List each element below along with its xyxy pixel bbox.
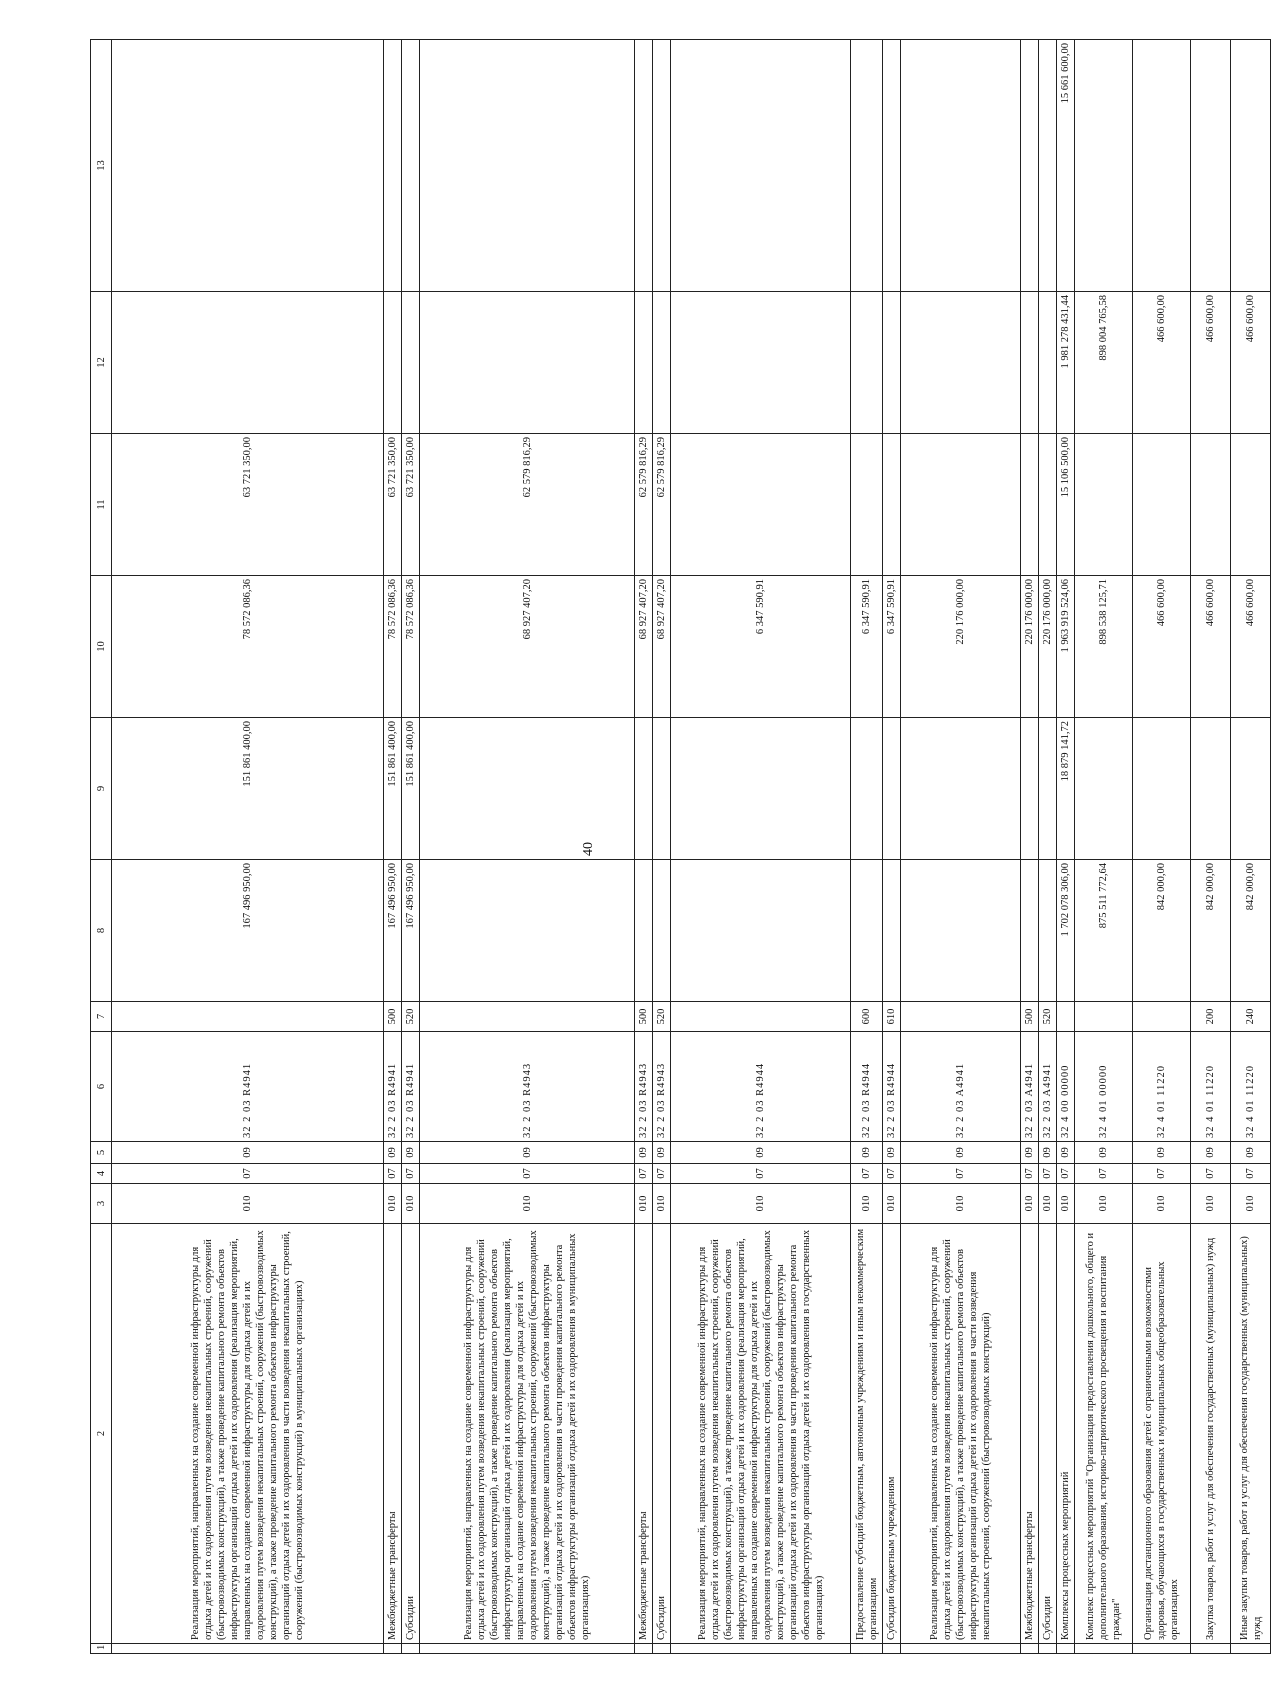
cell-c7 — [1057, 1002, 1075, 1032]
cell-c8 — [671, 860, 851, 1002]
row-number-cell — [851, 1644, 883, 1654]
cell-c10: 68 927 407,20 — [635, 576, 653, 718]
cell-c4: 07 — [851, 1164, 883, 1184]
cell-c12 — [901, 292, 1021, 434]
cell-c5: 09 — [1231, 1142, 1271, 1164]
cell-c4: 07 — [1133, 1164, 1191, 1184]
table-row — [883, 40, 901, 1654]
cell-c10: 78 572 086,36 — [384, 576, 402, 718]
table-row — [1021, 40, 1039, 1654]
row-name-cell: Реализация мероприятий, направленных на создание современной инфраструктуры для отдыха детей и их оздоровления путем возведения некапитальных строений, сооружений (быстровозводимых конструкций), а также проведение капитального ремонта объектов инфраструктуры организаций отдыха детей и их оздоровления (реализация мероприятий, направленных на создание современной инфраструктуры для отдыха детей и их оздоровления путем возведения некапитальных строений, сооружений (быстровозводимых конструкций), а также проведение капитального ремонта объектов инфраструктуры организаций отдыха детей и их оздоровления в части проведения капитального ремонта объектов инфраструктуры организаций отдыха детей и их оздоровления в муниципальных организациях) — [420, 1224, 635, 1644]
cell-c7 — [671, 1002, 851, 1032]
row-name-cell: Межбюджетные трансферты — [1021, 1224, 1039, 1644]
budget-table-sheet — [90, 40, 1263, 1654]
cell-c7: 500 — [635, 1002, 653, 1032]
row-number-cell — [883, 1644, 901, 1654]
cell-c3: 010 — [635, 1184, 653, 1224]
cell-c6: 32 4 01 11220 — [1231, 1032, 1271, 1142]
column-header: 12 — [91, 292, 112, 434]
cell-c5: 09 — [671, 1142, 851, 1164]
cell-c13 — [1021, 40, 1039, 292]
column-header: 1 — [91, 1644, 112, 1654]
cell-c9 — [1191, 718, 1231, 860]
cell-c4: 07 — [671, 1164, 851, 1184]
header-row — [91, 40, 112, 1654]
budget-table — [90, 39, 1271, 1654]
cell-c12 — [1039, 292, 1057, 434]
cell-c3: 010 — [1057, 1184, 1075, 1224]
cell-c9 — [883, 718, 901, 860]
cell-c11 — [883, 434, 901, 576]
cell-c12 — [420, 292, 635, 434]
row-name-cell: Межбюджетные трансферты — [635, 1224, 653, 1644]
column-header: 7 — [91, 1002, 112, 1032]
cell-c8 — [901, 860, 1021, 1002]
cell-c3: 010 — [112, 1184, 384, 1224]
cell-c5: 09 — [1133, 1142, 1191, 1164]
table-row — [1191, 40, 1231, 1654]
cell-c11 — [1133, 434, 1191, 576]
row-number-cell — [901, 1644, 1021, 1654]
row-name-cell: Субсидии — [653, 1224, 671, 1644]
cell-c7 — [901, 1002, 1021, 1032]
table-row — [901, 40, 1021, 1654]
cell-c6: 32 2 03 R4941 — [112, 1032, 384, 1142]
cell-c9 — [635, 718, 653, 860]
cell-c11: 63 721 350,00 — [402, 434, 420, 576]
cell-c8 — [851, 860, 883, 1002]
cell-c6: 32 2 03 R4941 — [384, 1032, 402, 1142]
cell-c12 — [883, 292, 901, 434]
row-number-cell — [653, 1644, 671, 1654]
table-row — [1039, 40, 1057, 1654]
row-number-cell — [1191, 1644, 1231, 1654]
row-name-cell: Предоставление субсидий бюджетным, автономным учреждениям и иным некоммерческим организациям — [851, 1224, 883, 1644]
row-number-cell — [1231, 1644, 1271, 1654]
cell-c11 — [1191, 434, 1231, 576]
cell-c13 — [901, 40, 1021, 292]
cell-c9 — [671, 718, 851, 860]
cell-c11 — [671, 434, 851, 576]
cell-c10: 466 600,00 — [1133, 576, 1191, 718]
column-header: 3 — [91, 1184, 112, 1224]
cell-c5: 09 — [1075, 1142, 1133, 1164]
cell-c6: 32 4 01 11220 — [1133, 1032, 1191, 1142]
cell-c10: 78 572 086,36 — [402, 576, 420, 718]
cell-c10: 6 347 590,91 — [851, 576, 883, 718]
cell-c5: 09 — [1057, 1142, 1075, 1164]
cell-c9 — [1231, 718, 1271, 860]
cell-c10: 68 927 407,20 — [653, 576, 671, 718]
cell-c6: 32 2 03 R4943 — [635, 1032, 653, 1142]
cell-c10: 220 176 000,00 — [1021, 576, 1039, 718]
column-header: 6 — [91, 1032, 112, 1142]
cell-c4: 07 — [402, 1164, 420, 1184]
cell-c6: 32 4 01 00000 — [1075, 1032, 1133, 1142]
cell-c8 — [635, 860, 653, 1002]
cell-c3: 010 — [402, 1184, 420, 1224]
cell-c11 — [851, 434, 883, 576]
row-number-cell — [671, 1644, 851, 1654]
cell-c12 — [384, 292, 402, 434]
cell-c3: 010 — [1075, 1184, 1133, 1224]
cell-c5: 09 — [635, 1142, 653, 1164]
cell-c4: 07 — [1231, 1164, 1271, 1184]
table-row — [851, 40, 883, 1654]
cell-c12 — [112, 292, 384, 434]
row-number-cell — [635, 1644, 653, 1654]
cell-c4: 07 — [420, 1164, 635, 1184]
table-row — [420, 40, 635, 1654]
cell-c8: 167 496 950,00 — [384, 860, 402, 1002]
cell-c12 — [851, 292, 883, 434]
cell-c3: 010 — [671, 1184, 851, 1224]
cell-c10: 466 600,00 — [1191, 576, 1231, 718]
cell-c11: 15 106 500,00 — [1057, 434, 1075, 576]
cell-c5: 09 — [901, 1142, 1021, 1164]
cell-c12: 898 004 765,58 — [1075, 292, 1133, 434]
cell-c6: 32 2 03 R4941 — [402, 1032, 420, 1142]
table-row — [402, 40, 420, 1654]
cell-c12 — [653, 292, 671, 434]
cell-c8: 167 496 950,00 — [112, 860, 384, 1002]
cell-c11: 63 721 350,00 — [384, 434, 402, 576]
cell-c9: 18 879 141,72 — [1057, 718, 1075, 860]
column-header: 4 — [91, 1164, 112, 1184]
cell-c6: 32 4 01 11220 — [1191, 1032, 1231, 1142]
row-name-cell: Субсидии — [1039, 1224, 1057, 1644]
row-number-cell — [1075, 1644, 1133, 1654]
cell-c7: 240 — [1231, 1002, 1271, 1032]
cell-c12: 466 600,00 — [1231, 292, 1271, 434]
row-number-cell — [420, 1644, 635, 1654]
column-header: 13 — [91, 40, 112, 292]
cell-c9 — [901, 718, 1021, 860]
table-row — [1075, 40, 1133, 1654]
cell-c7: 520 — [402, 1002, 420, 1032]
cell-c9 — [1039, 718, 1057, 860]
cell-c8 — [883, 860, 901, 1002]
table-row — [1057, 40, 1075, 1654]
cell-c13 — [653, 40, 671, 292]
row-name-cell: Иные закупки товаров, работ и услуг для обеспечения государственных (муниципальных) нужд — [1231, 1224, 1271, 1644]
cell-c6: 32 2 03 R4943 — [420, 1032, 635, 1142]
row-name-cell: Закупка товаров, работ и услуг для обеспечения государственных (муниципальных) нужд — [1191, 1224, 1231, 1644]
cell-c3: 010 — [883, 1184, 901, 1224]
cell-c7: 610 — [883, 1002, 901, 1032]
cell-c9: 151 861 400,00 — [112, 718, 384, 860]
cell-c5: 09 — [420, 1142, 635, 1164]
cell-c3: 010 — [384, 1184, 402, 1224]
cell-c6: 32 2 03 R4943 — [653, 1032, 671, 1142]
cell-c7: 200 — [1191, 1002, 1231, 1032]
table-row — [1231, 40, 1271, 1654]
cell-c8: 842 000,00 — [1191, 860, 1231, 1002]
cell-c6: 32 2 03 A4941 — [901, 1032, 1021, 1142]
table-row — [384, 40, 402, 1654]
cell-c11 — [1021, 434, 1039, 576]
cell-c6: 32 2 03 A4941 — [1039, 1032, 1057, 1142]
table-row — [1133, 40, 1191, 1654]
cell-c3: 010 — [1133, 1184, 1191, 1224]
cell-c11 — [1231, 434, 1271, 576]
table-row — [112, 40, 384, 1654]
cell-c13 — [1191, 40, 1231, 292]
cell-c8: 1 702 078 306,00 — [1057, 860, 1075, 1002]
cell-c12 — [671, 292, 851, 434]
cell-c12 — [635, 292, 653, 434]
cell-c12: 1 981 278 431,44 — [1057, 292, 1075, 434]
column-header: 5 — [91, 1142, 112, 1164]
table-row — [671, 40, 851, 1654]
cell-c13 — [112, 40, 384, 292]
cell-c10: 220 176 000,00 — [901, 576, 1021, 718]
row-name-cell: Субсидии бюджетным учреждениям — [883, 1224, 901, 1644]
cell-c7: 520 — [653, 1002, 671, 1032]
cell-c13 — [384, 40, 402, 292]
cell-c9: 151 861 400,00 — [384, 718, 402, 860]
cell-c9 — [653, 718, 671, 860]
row-number-cell — [402, 1644, 420, 1654]
cell-c3: 010 — [851, 1184, 883, 1224]
cell-c7 — [1075, 1002, 1133, 1032]
cell-c13 — [1133, 40, 1191, 292]
cell-c10: 6 347 590,91 — [883, 576, 901, 718]
cell-c4: 07 — [1039, 1164, 1057, 1184]
cell-c8 — [1021, 860, 1039, 1002]
cell-c8: 842 000,00 — [1231, 860, 1271, 1002]
cell-c5: 09 — [384, 1142, 402, 1164]
cell-c13 — [635, 40, 653, 292]
cell-c6: 32 2 03 R4944 — [851, 1032, 883, 1142]
column-header: 8 — [91, 860, 112, 1002]
cell-c10: 6 347 590,91 — [671, 576, 851, 718]
cell-c11: 63 721 350,00 — [112, 434, 384, 576]
cell-c9 — [420, 718, 635, 860]
row-number-cell — [1057, 1644, 1075, 1654]
cell-c9 — [1133, 718, 1191, 860]
cell-c4: 07 — [1021, 1164, 1039, 1184]
cell-c8 — [420, 860, 635, 1002]
cell-c13 — [1039, 40, 1057, 292]
cell-c10: 466 600,00 — [1231, 576, 1271, 718]
cell-c5: 09 — [402, 1142, 420, 1164]
cell-c9 — [851, 718, 883, 860]
page-number: 40 — [581, 842, 596, 856]
cell-c4: 07 — [653, 1164, 671, 1184]
cell-c5: 09 — [112, 1142, 384, 1164]
cell-c3: 010 — [653, 1184, 671, 1224]
cell-c4: 07 — [1075, 1164, 1133, 1184]
column-header: 2 — [91, 1224, 112, 1644]
cell-c10: 898 538 125,71 — [1075, 576, 1133, 718]
cell-c10: 1 963 919 524,06 — [1057, 576, 1075, 718]
row-number-cell — [112, 1644, 384, 1654]
row-number-cell — [1039, 1644, 1057, 1654]
cell-c11: 62 579 816,29 — [420, 434, 635, 576]
cell-c13 — [1075, 40, 1133, 292]
cell-c3: 010 — [420, 1184, 635, 1224]
cell-c4: 07 — [384, 1164, 402, 1184]
cell-c3: 010 — [1021, 1184, 1039, 1224]
cell-c13 — [1231, 40, 1271, 292]
cell-c7 — [112, 1002, 384, 1032]
table-row — [635, 40, 653, 1654]
cell-c4: 07 — [883, 1164, 901, 1184]
row-name-cell: Организация дистанционного образования детей с ограниченными возможностями здоровья, обучающихся в государственных и муниципальных общеобразовательных организациях — [1133, 1224, 1191, 1644]
cell-c5: 09 — [851, 1142, 883, 1164]
cell-c11: 62 579 816,29 — [653, 434, 671, 576]
cell-c5: 09 — [883, 1142, 901, 1164]
cell-c3: 010 — [1191, 1184, 1231, 1224]
cell-c6: 32 2 03 R4944 — [671, 1032, 851, 1142]
row-name-cell: Комплексы процессных мероприятий — [1057, 1224, 1075, 1644]
cell-c7: 500 — [384, 1002, 402, 1032]
cell-c11 — [1039, 434, 1057, 576]
cell-c13 — [420, 40, 635, 292]
cell-c7: 500 — [1021, 1002, 1039, 1032]
table-row — [653, 40, 671, 1654]
cell-c5: 09 — [1191, 1142, 1231, 1164]
cell-c8: 875 511 772,64 — [1075, 860, 1133, 1002]
cell-c7: 600 — [851, 1002, 883, 1032]
cell-c9: 151 861 400,00 — [402, 718, 420, 860]
cell-c8: 167 496 950,00 — [402, 860, 420, 1002]
cell-c7: 520 — [1039, 1002, 1057, 1032]
cell-c12: 466 600,00 — [1191, 292, 1231, 434]
row-number-cell — [1021, 1644, 1039, 1654]
table-body — [112, 40, 1271, 1654]
cell-c4: 07 — [112, 1164, 384, 1184]
column-header: 9 — [91, 718, 112, 860]
row-name-cell: Реализация мероприятий, направленных на создание современной инфраструктуры для отдыха детей и их оздоровления путем возведения некапитальных строений, сооружений (быстровозводимых конструкций), а также проведение капитального ремонта объектов инфраструктуры организаций отдыха детей и их оздоровления (реализация мероприятий, направленных на создание современной инфраструктуры для отдыха детей и их оздоровления путем возведения некапитальных строений, сооружений (быстровозводимых конструкций), а также проведение капитального ремонта объектов инфраструктуры организаций отдыха детей и их оздоровления в части возведения некапитальных строений, сооружений (быстровозводимых конструкций) в муниципальных организациях) — [112, 1224, 384, 1644]
row-name-cell: Межбюджетные трансферты — [384, 1224, 402, 1644]
cell-c10: 68 927 407,20 — [420, 576, 635, 718]
cell-c8 — [653, 860, 671, 1002]
cell-c6: 32 2 03 R4944 — [883, 1032, 901, 1142]
cell-c11 — [1075, 434, 1133, 576]
cell-c7 — [420, 1002, 635, 1032]
row-name-cell: Субсидии — [402, 1224, 420, 1644]
cell-c7 — [1133, 1002, 1191, 1032]
cell-c11: 62 579 816,29 — [635, 434, 653, 576]
cell-c12 — [402, 292, 420, 434]
cell-c12: 466 600,00 — [1133, 292, 1191, 434]
cell-c10: 220 176 000,00 — [1039, 576, 1057, 718]
cell-c5: 09 — [1021, 1142, 1039, 1164]
cell-c6: 32 2 03 A4941 — [1021, 1032, 1039, 1142]
cell-c8: 842 000,00 — [1133, 860, 1191, 1002]
row-number-cell — [384, 1644, 402, 1654]
cell-c9 — [1075, 718, 1133, 860]
row-name-cell: Реализация мероприятий, направленных на создание современной инфраструктуры для отдыха детей и их оздоровления путем возведения некапитальных строений, сооружений (быстровозводимых конструкций), а также проведение капитального ремонта объектов инфраструктуры организаций отдыха детей и их оздоровления в части возведения некапитальных строений, сооружений (быстровозводимых конструкций) — [901, 1224, 1021, 1644]
cell-c12 — [1021, 292, 1039, 434]
cell-c13 — [883, 40, 901, 292]
cell-c5: 09 — [1039, 1142, 1057, 1164]
cell-c13: 15 661 600,00 — [1057, 40, 1075, 292]
column-header: 10 — [91, 576, 112, 718]
cell-c9 — [1021, 718, 1039, 860]
cell-c4: 07 — [635, 1164, 653, 1184]
cell-c6: 32 4 00 00000 — [1057, 1032, 1075, 1142]
row-number-cell — [1133, 1644, 1191, 1654]
cell-c8 — [1039, 860, 1057, 1002]
cell-c4: 07 — [1057, 1164, 1075, 1184]
cell-c11 — [901, 434, 1021, 576]
cell-c5: 09 — [653, 1142, 671, 1164]
cell-c3: 010 — [901, 1184, 1021, 1224]
column-header: 11 — [91, 434, 112, 576]
cell-c13 — [402, 40, 420, 292]
cell-c3: 010 — [1231, 1184, 1271, 1224]
row-name-cell: Реализация мероприятий, направленных на создание современной инфраструктуры для отдыха детей и их оздоровления путем возведения некапитальных строений, сооружений (быстровозводимых конструкций), а также проведение капитального ремонта объектов инфраструктуры организаций отдыха детей и их оздоровления (реализация мероприятий, направленных на создание современной инфраструктуры для отдыха детей и их оздоровления путем возведения некапитальных строений, сооружений (быстровозводимых конструкций), а также проведение капитального ремонта объектов инфраструктуры организаций отдыха детей и их оздоровления в части проведения капитального ремонта объектов инфраструктуры организаций отдыха детей и их оздоровления в государственных организациях) — [671, 1224, 851, 1644]
cell-c3: 010 — [1039, 1184, 1057, 1224]
cell-c10: 78 572 086,36 — [112, 576, 384, 718]
row-name-cell: Комплекс процессных мероприятий "Организация предоставления дошкольного, общего и дополнительного образования, историко-патриотического просвещения и воспитания граждан" — [1075, 1224, 1133, 1644]
cell-c4: 07 — [1191, 1164, 1231, 1184]
cell-c13 — [671, 40, 851, 292]
cell-c4: 07 — [901, 1164, 1021, 1184]
cell-c13 — [851, 40, 883, 292]
